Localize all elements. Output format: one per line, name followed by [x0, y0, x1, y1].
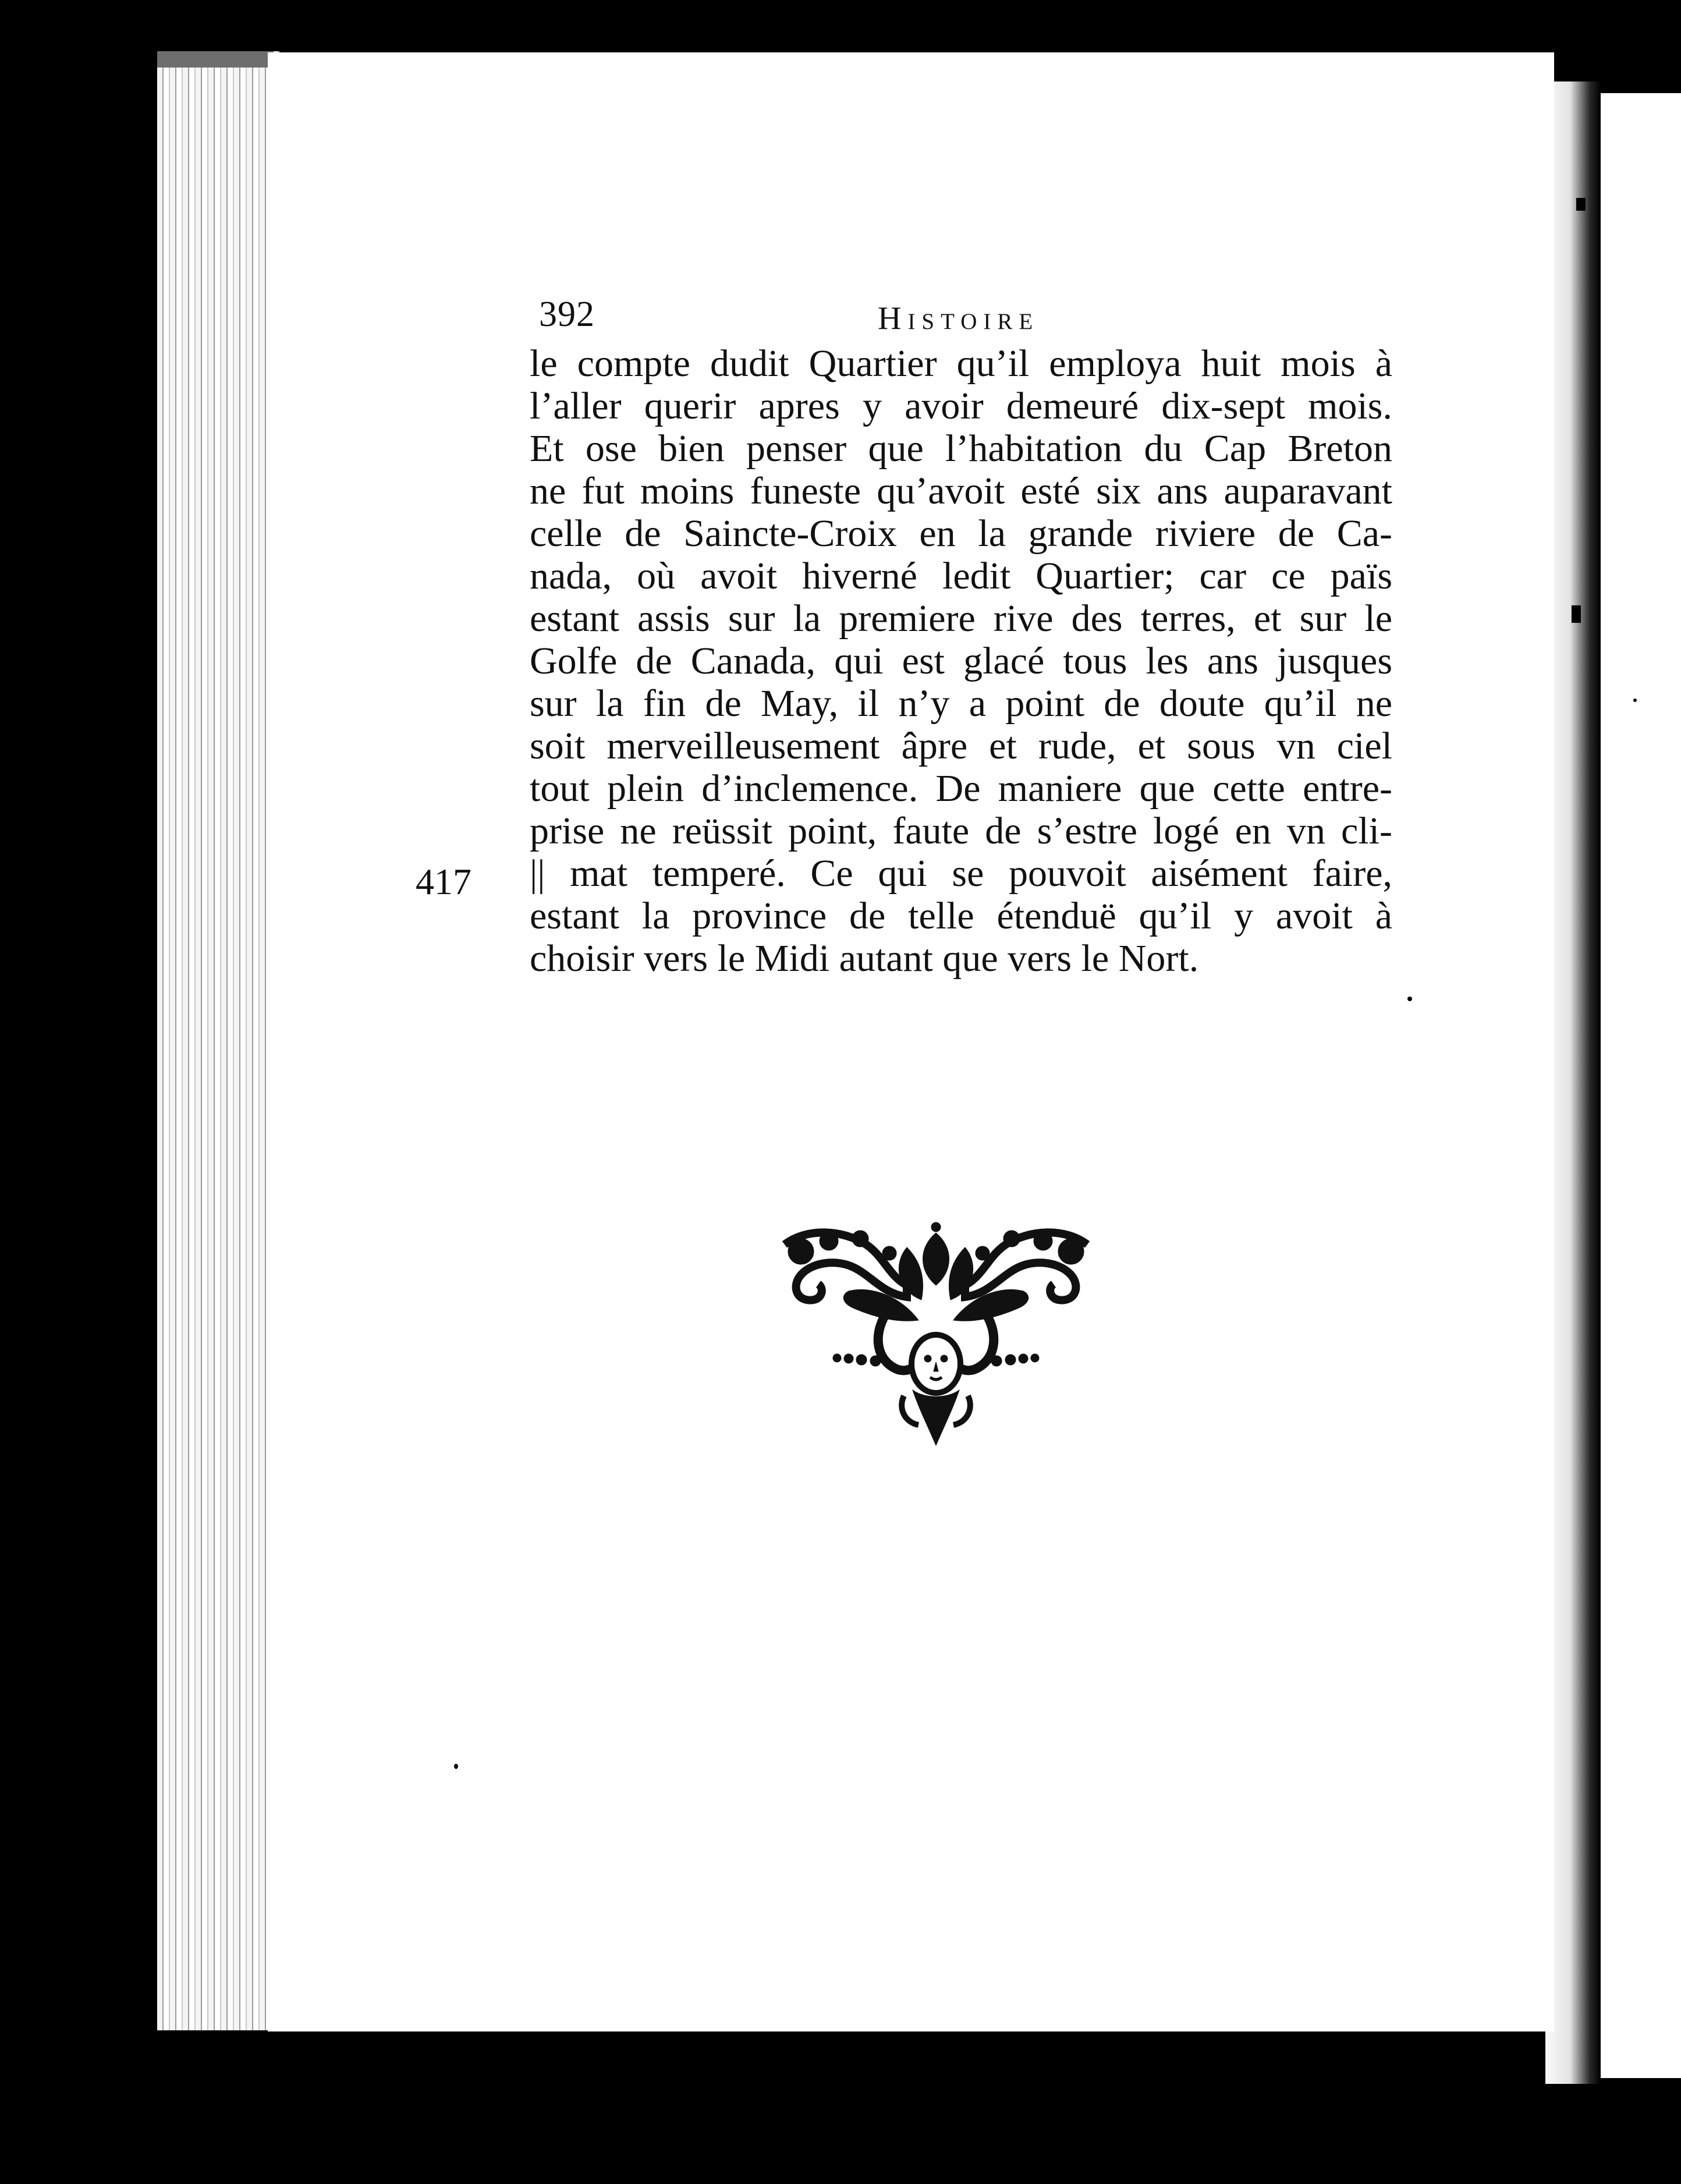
page-speck	[454, 1764, 458, 1769]
facing-page-edge	[1595, 93, 1681, 2078]
binding-mark	[1572, 605, 1581, 623]
text-line: nada, où avoit hiverné ledit Quartier; car ce païs	[530, 555, 1392, 597]
text-line: le compte dudit Quartier qu’il employa huit mois à	[530, 342, 1392, 385]
page-edges-stack	[157, 51, 279, 2030]
text-line: l’aller querir apres y avoir demeuré dix-sept mois.	[530, 385, 1392, 427]
running-title: Histoire	[878, 300, 1040, 336]
text-line: soit merveilleusement âpre et rude, et sous vn ciel	[530, 725, 1392, 767]
text-line: estant assis sur la premiere rive des terres, et sur le	[530, 597, 1392, 640]
body-paragraph	[530, 342, 1392, 980]
floral-tailpiece-ornament-icon	[773, 1221, 1099, 1448]
text-line: choisir vers le Midi autant que vers le Nort.	[530, 937, 1199, 980]
text-line: tout plein d’inclemence. De maniere que cette entre-	[530, 767, 1392, 810]
text-line: Et ose bien penser que l’habitation du Cap Breton	[530, 427, 1392, 470]
page-speck	[1407, 997, 1412, 1001]
text-line: || mat temperé. Ce qui se pouvoit aisément faire,	[530, 852, 1392, 895]
page-edges-top	[157, 51, 274, 68]
text-line: sur la fin de May, il n’y a point de doute qu’il ne	[530, 682, 1392, 725]
text-line: ne fut moins funeste qu’avoit esté six ans auparavant	[530, 470, 1392, 512]
text-line: Golfe de Canada, qui est glacé tous les ans jusques	[530, 640, 1392, 682]
page-header	[539, 294, 1385, 341]
binding-mark	[1576, 198, 1586, 211]
page-number: 392	[539, 295, 595, 334]
page-speck	[1633, 699, 1637, 702]
text-line: prise ne reüssit point, faute de s’estre logé en vn cli-	[530, 810, 1392, 852]
text-line: celle de Saincte-Croix en la grande riviere de Ca-	[530, 512, 1392, 555]
text-line: estant la province de telle étenduë qu’il y avoit à	[530, 895, 1392, 937]
margin-reference-number: 417	[416, 861, 471, 902]
